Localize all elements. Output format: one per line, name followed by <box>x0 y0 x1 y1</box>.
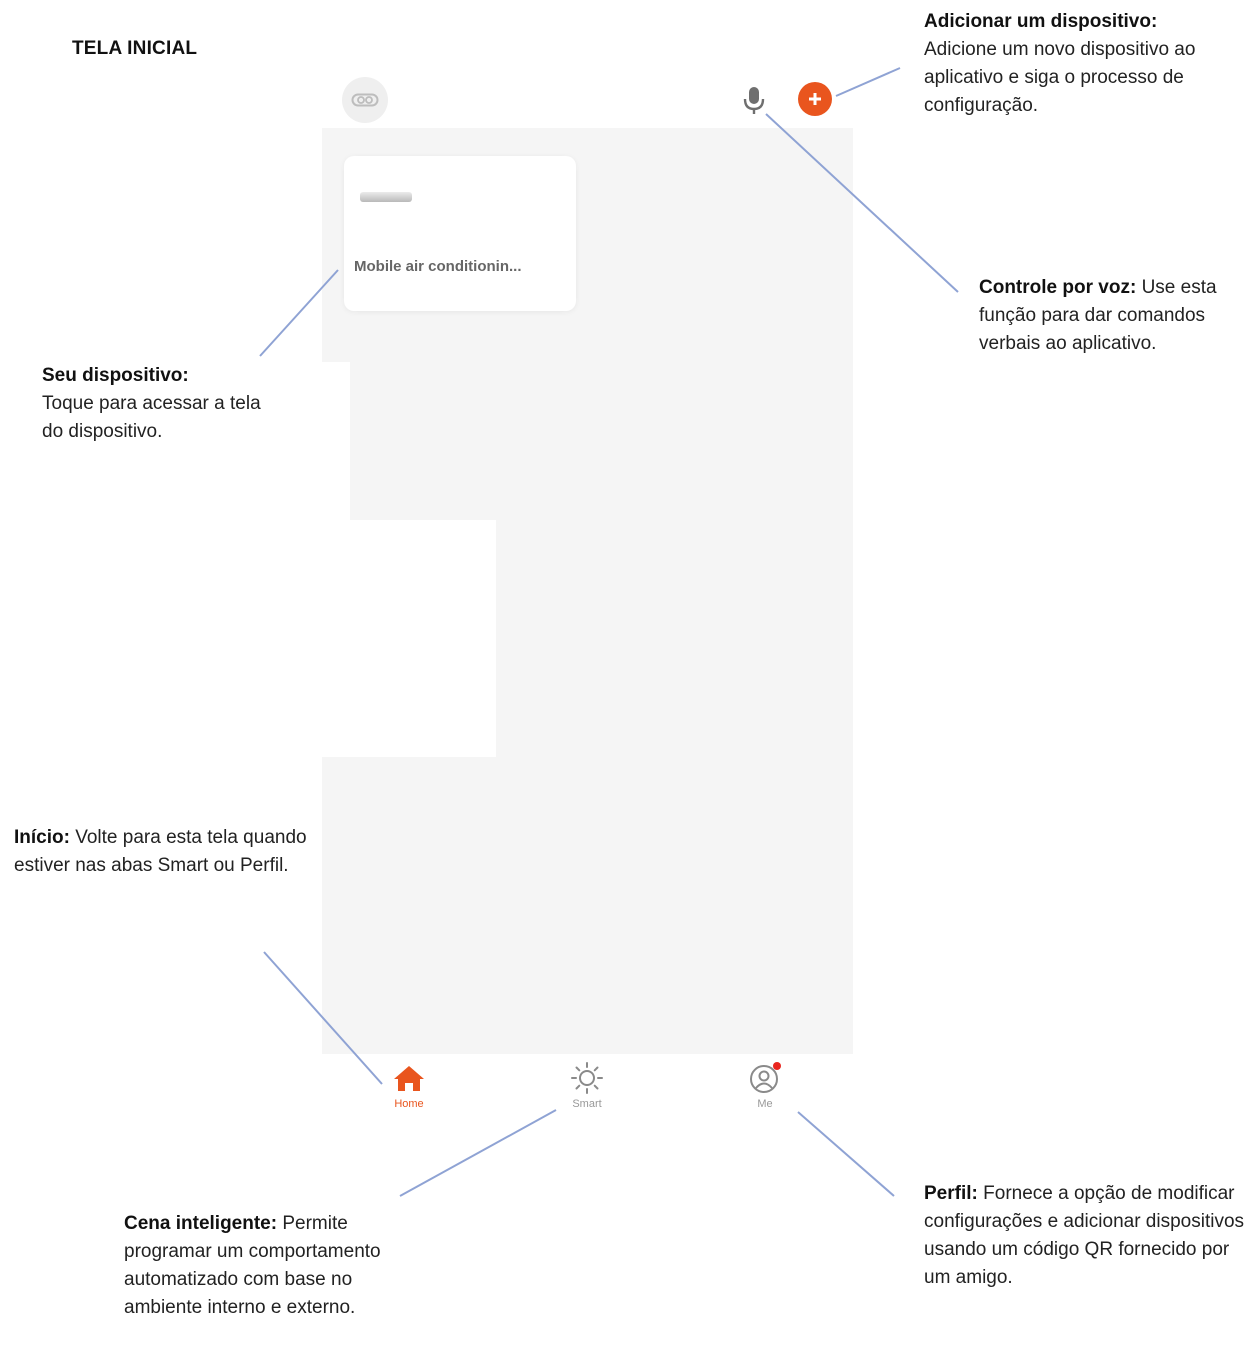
page-title: TELA INICIAL <box>72 38 198 59</box>
annotation-smart-title: Cena inteligente: <box>124 1213 278 1234</box>
leader-line-profile <box>798 1112 894 1196</box>
annotation-voice-control <box>979 274 1254 358</box>
leader-line-device <box>260 270 338 356</box>
annotation-profile-text: Fornece a opção de modificar configurações e adicionar dispositivos usando um código QR fornecido por um amigo. <box>924 1183 1245 1288</box>
annotation-add-device-text: Adicione um novo dispositivo ao aplicativo e siga o processo de configuração. <box>924 39 1196 116</box>
annotation-add-device-title: Adicionar um dispositivo: <box>924 11 1158 32</box>
annotation-add-device <box>924 8 1244 120</box>
annotation-your-device <box>42 362 282 446</box>
annotation-profile-title: Perfil: <box>924 1183 978 1204</box>
annotation-home-text: Volte para esta tela quando estiver nas abas Smart ou Perfil. <box>14 827 307 876</box>
leader-line-home <box>264 952 382 1084</box>
annotation-device-text: Toque para acessar a tela do dispositivo. <box>42 393 261 442</box>
annotation-home <box>14 824 324 880</box>
annotation-home-title: Início: <box>14 827 70 848</box>
leader-line-add <box>836 68 900 96</box>
annotation-device-title: Seu dispositivo: <box>42 365 189 386</box>
leader-line-voice <box>766 114 958 292</box>
annotation-profile <box>924 1180 1254 1292</box>
annotation-smart-text: Permite programar um comportamento automatizado com base no ambiente interno e externo. <box>124 1213 381 1318</box>
nav-home-label: Home <box>394 1098 424 1110</box>
nav-me-label: Me <box>757 1098 773 1110</box>
annotation-voice-title: Controle por voz: <box>979 277 1137 298</box>
leader-line-smart <box>400 1110 556 1196</box>
annotation-voice-text: Use esta função para dar comandos verbais ao aplicativo. <box>979 277 1217 354</box>
nav-smart-label: Smart <box>572 1098 602 1110</box>
device-name: Mobile air conditionin... <box>354 258 522 275</box>
annotation-smart-scene <box>124 1210 414 1322</box>
